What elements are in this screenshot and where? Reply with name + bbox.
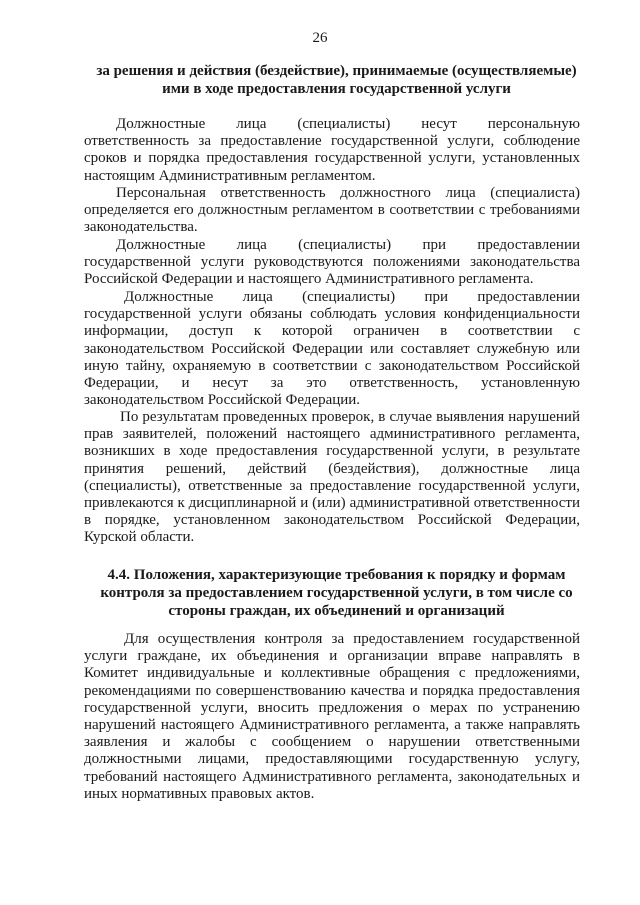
section-heading-responsibility: за решения и действия (бездействие), принимаемые (осуществляемые) ими в ходе предоставления государственной услуги [96, 63, 577, 97]
paragraph-1: Должностные лица (специалисты) несут персональную ответственность за предоставление государственной услуги, соблюдение сроков и порядка предоставления государственной услуги, установленных настоящим Административным регламентом. [84, 116, 580, 184]
paragraph-3: Должностные лица (специалисты) при предоставлении государственной услуги руководствуются положениями законодательства Российской Федерации и настоящего Административного регламента. [84, 237, 580, 288]
paragraph-2: Персональная ответственность должностного лица (специалиста) определяется его должностным регламентом в соответствии с требованиями законодательства. [84, 185, 580, 236]
paragraph-5: По результатам проведенных проверок, в случае выявления нарушений прав заявителей, положений настоящего административного регламента, возникших в ходе предоставления государственной услуги, в результате принятия решений, действий (бездействия), должностные лица (специалисты), ответственные за предоставление государственной услуги, привлекаются к дисциплинарной и (или) административной ответственности в порядке, установленном законодательством Российской Федерации, Курской области. [84, 409, 580, 546]
section-heading-4-4: 4.4. Положения, характеризующие требования к порядку и формам контроля за предоставлением государственной услуги, в том числе со стороны граждан, их объединений и организаций [100, 567, 573, 619]
paragraph-6: Для осуществления контроля за предоставлением государственной услуги граждане, их объединения и организации вправе направлять в Комитет индивидуальные и коллективные обращения с предложениями, рекомендациями по совершенствованию качества и порядка предоставления государственной услуги, вносить предложения о мерах по устранению нарушений настоящего Административного регламента, а также направлять заявления и жалобы с сообщением о нарушении ответственными должностными лицами, предоставляющими государственную услугу, требований настоящего Административного регламента, законодательных и иных нормативных правовых актов. [84, 631, 580, 802]
paragraph-4: Должностные лица (специалисты) при предоставлении государственной услуги обязаны соблюдать условия конфиденциальности информации, доступ к которой ограничен в соответствии с законодательством Российской Федерации или составляет служебную или иную тайну, охраняемую в соответствии с законодательством Российской Федерации, и несут за это ответственность, установленную законодательством Российской Федерации. [84, 289, 580, 409]
page-number: 26 [312, 30, 328, 46]
